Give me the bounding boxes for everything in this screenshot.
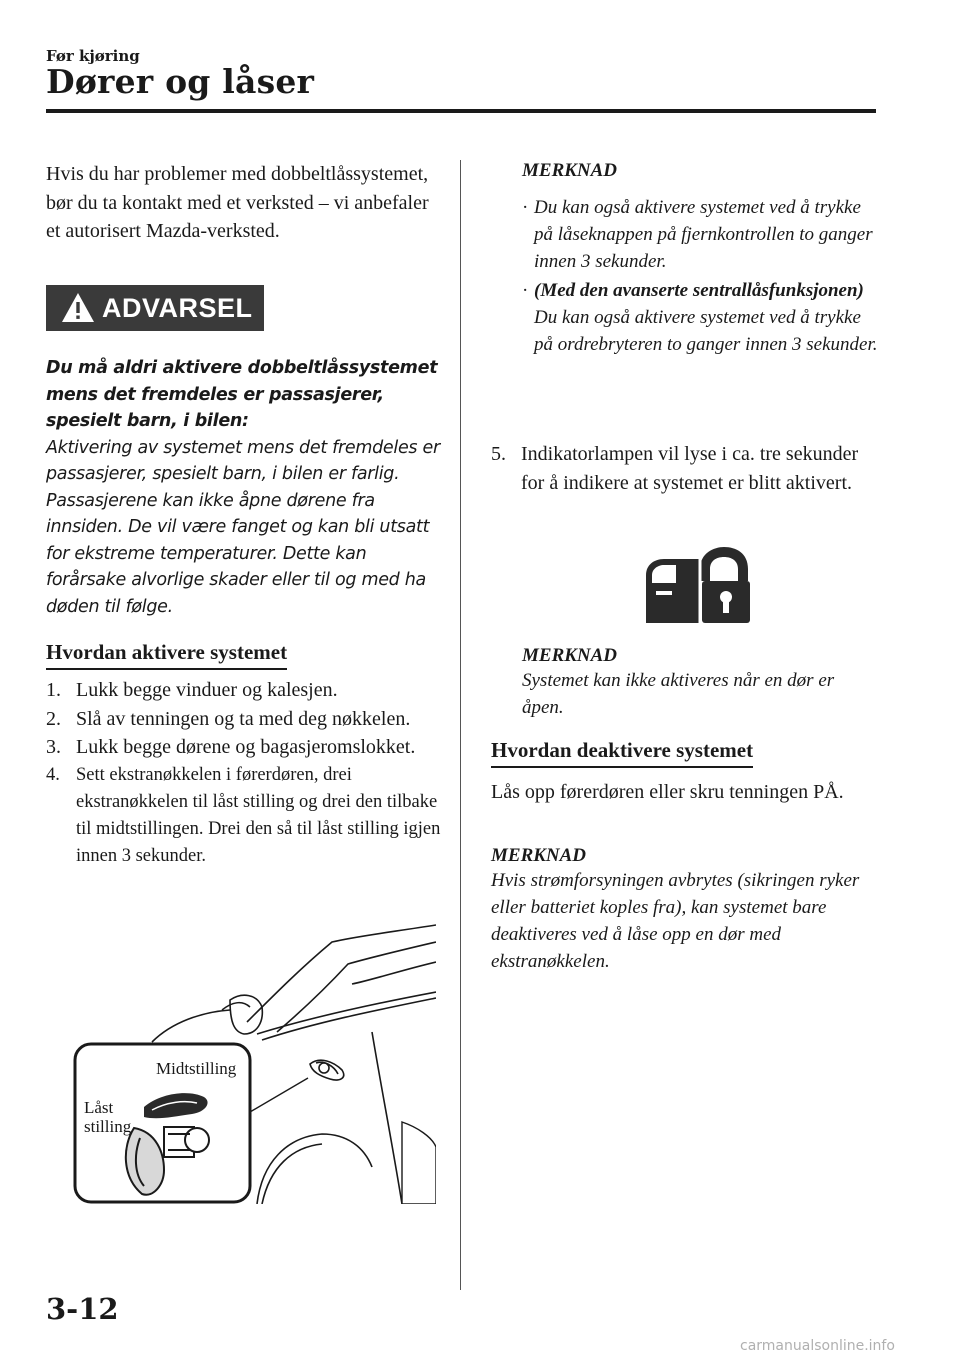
note-list [522, 194, 882, 358]
warning-text [46, 355, 446, 620]
note-text: Systemet kan ikke aktiveres når en dør er åpen. [522, 670, 835, 718]
warning-body-text: Aktivering av systemet mens det fremdeles er passasjerer, spesielt barn, i bilen er farlig. Passasjerene kan ikke åpne dørene fra innsiden. De vil være fanget og kan bli utsatt for ekstreme temperaturer. Dette kan forårsake alvorlige skader eller til og med ha døden til følge. [46, 437, 440, 617]
step-5 [491, 440, 871, 497]
label-locked-position: Låst stilling [84, 1098, 132, 1136]
note-item-text: Du kan også aktivere systemet ved å trykke på ordrebryteren to ganger innen 3 sekunder. [534, 307, 878, 355]
list-item [46, 705, 441, 734]
heading-activate: Hvordan aktivere systemet [46, 640, 287, 670]
bullet: · [522, 280, 529, 301]
header-rule [46, 109, 876, 113]
step-number: 4. [46, 764, 60, 785]
step-number: 2. [46, 707, 61, 730]
intro-paragraph: Hvis du har problemer med dobbeltlåssystemet, bør du ta kontakt med et verksted – vi anbefaler et autorisert Mazda-verksted. [46, 163, 429, 242]
list-item [46, 762, 441, 870]
step-number: 3. [46, 736, 61, 758]
note-item-text: Du kan også aktivere systemet ved å trykke på låseknappen på fjernkontrollen to ganger innen 3 sekunder. [534, 197, 873, 272]
list-item [522, 194, 882, 275]
note-title: MERKNAD [522, 645, 618, 666]
warning-triangle-icon [60, 290, 96, 326]
note-door-open [522, 645, 877, 721]
step-number: 5. [491, 443, 506, 465]
note-text: Hvis strømforsyningen avbrytes (sikringen ryker eller batteriet koples fra), kan systemet bare deaktiveres ved å låse opp en dør med ekstranøkkelen. [491, 870, 860, 972]
column-divider [460, 160, 461, 1290]
watermark: carmanualsonline.info [740, 1338, 895, 1354]
bullet: · [522, 197, 529, 218]
activate-steps [46, 676, 441, 870]
step-text: Lukk begge dørene og bagasjeromslokket. [76, 736, 416, 758]
deactivate-paragraph: Lås opp førerdøren eller skru tenningen PÅ. [491, 781, 844, 803]
list-item [46, 676, 441, 705]
step-text: Sett ekstranøkkelen i førerdøren, drei ekstranøkkelen til låst stilling og drei den tilbake til midtstillingen. Drei den så til låst stilling igjen innen 3 sekunder. [76, 764, 441, 866]
step-text: Lukk begge vinduer og kalesjen. [76, 679, 338, 701]
warning-bold-text: Du må aldri aktivere dobbeltlåssystemet mens det fremdeles er passasjerer, spesielt barn, i bilen: [46, 358, 438, 431]
step-text: Slå av tenningen og ta med deg nøkkelen. [76, 707, 411, 730]
heading-deactivate: Hvordan deaktivere systemet [491, 738, 753, 768]
note-item-bold: (Med den avanserte sentrallåsfunksjonen) [534, 280, 864, 301]
note-title: MERKNAD [491, 845, 587, 866]
step-text: Indikatorlampen vil lyse i ca. tre sekunder for å indikere at systemet er blitt aktivert. [521, 443, 859, 494]
list-item [46, 733, 441, 762]
warning-badge [46, 285, 264, 331]
page-number: 3-12 [46, 1292, 119, 1326]
note-remote [522, 160, 882, 360]
section-label: Før kjøring [46, 47, 140, 65]
warning-badge-label: ADVARSEL [102, 292, 253, 323]
list-item [491, 440, 871, 497]
security-indicator-icon [642, 545, 752, 625]
list-item [522, 277, 882, 358]
label-middle-position: Midtstilling [156, 1059, 237, 1078]
page-title: Dører og låser [46, 62, 315, 101]
note-power-supply [491, 845, 881, 975]
door-key-illustration [72, 922, 436, 1204]
step-number: 1. [46, 679, 61, 701]
note-title: MERKNAD [522, 160, 618, 181]
